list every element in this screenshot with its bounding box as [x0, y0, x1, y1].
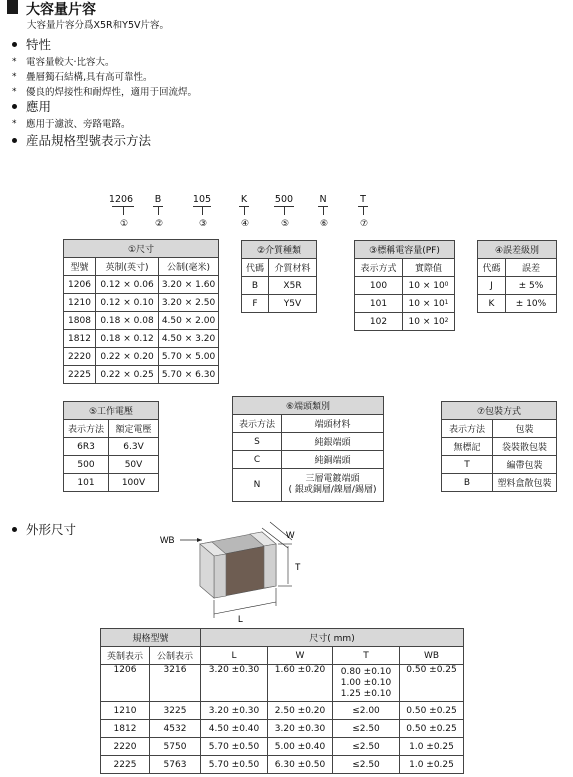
asterisk-icon: * — [12, 72, 17, 82]
table-title: ⑤工作電壓 — [64, 402, 159, 420]
table-header: 端頭材料 — [282, 415, 384, 433]
table-header: T — [333, 647, 400, 665]
table-header: 表示方法 — [442, 420, 493, 438]
table-header: 表示方法 — [233, 415, 282, 433]
table-header: 介質材料 — [269, 259, 317, 277]
table-header: 公制(毫米) — [159, 258, 219, 276]
table-row: 無標記 袋裝散包裝 — [442, 438, 557, 456]
code-tolerance: K — [240, 194, 248, 205]
packaging-table — [441, 401, 557, 492]
table-row: C 純銅端頭 — [233, 451, 384, 469]
table-header: 英制表示 — [101, 647, 150, 665]
asterisk-icon: * — [12, 57, 17, 67]
code-voltage: 500 — [274, 194, 294, 205]
table-title: ①尺寸 — [64, 240, 219, 258]
t-label: T — [295, 562, 301, 572]
asterisk-icon: * — [12, 87, 17, 97]
table-row: B X5R — [242, 277, 317, 295]
code-termination: N — [319, 194, 327, 205]
marker-6: ⑥ — [319, 219, 329, 229]
l-label: L — [238, 614, 244, 624]
table-header: 表示方式 — [355, 259, 403, 277]
table-row: 102 $10 \times 10^2$ — [355, 313, 455, 331]
table-row: 1210 0.12 × 0.10 3.20 × 2.50 — [64, 294, 219, 312]
bullet-icon — [12, 104, 17, 109]
application-item: 應用于濾波、旁路電路。 — [26, 119, 131, 130]
model-heading: 産品規格型號表示方法 — [26, 133, 152, 148]
table-header: 公制表示 — [150, 647, 201, 665]
table-title: ⑦包裝方式 — [442, 402, 557, 420]
code-dielectric: B — [154, 194, 162, 205]
bullet-icon — [12, 138, 17, 143]
table-header: L — [201, 647, 268, 665]
applications-heading: 應用 — [26, 99, 52, 114]
table-row: 1210 3225 3.20 ±0.30 2.50 ±0.20 ≤2.00 0.50 ±0.25 — [101, 702, 464, 720]
table-row: 2220 5750 5.70 ±0.50 5.00 ±0.40 ≤2.50 1.0 ±0.25 — [101, 738, 464, 756]
table-header: 尺寸( mm) — [201, 629, 464, 647]
w-label: W — [286, 530, 295, 540]
termination-table — [232, 396, 384, 502]
subtitle: 大容量片容分爲X5R和Y5V片容。 — [27, 20, 169, 31]
page-title: 大容量片容 — [26, 2, 96, 18]
table-header: 實際值 — [403, 259, 455, 277]
table-header: 誤差 — [506, 259, 557, 277]
table-header: 規格型號 — [101, 629, 201, 647]
feature-item: 疊層獨石結構,具有高可靠性。 — [26, 72, 153, 83]
features-heading: 特性 — [26, 37, 52, 52]
table-row: N 三層電鍍端頭 ( 銀或銅層/鎳層/錫層) — [233, 469, 384, 502]
marker-5: ⑤ — [280, 219, 290, 229]
table-row: 1206 3216 3.20 ±0.30 1.60 ±0.20 0.80 ±0.10 1.00 ±0.10 1.25 ±0.10 0.50 ±0.25 — [101, 665, 464, 702]
code-capacitance: 105 — [192, 194, 212, 205]
table-title: ④誤差級別 — [478, 241, 557, 259]
table-row: 2225 5763 5.70 ±0.50 6.30 ±0.50 ≤2.50 1.0 ±0.25 — [101, 756, 464, 774]
table-row: K ± 10% — [478, 295, 557, 313]
table-row: 1812 0.18 × 0.12 4.50 × 3.20 — [64, 330, 219, 348]
code-size: 1206 — [108, 194, 134, 205]
table-row: S 純銀端頭 — [233, 433, 384, 451]
table-header: 包裝 — [493, 420, 557, 438]
table-row: 500 50V — [64, 456, 159, 474]
code-packaging: T — [360, 194, 366, 205]
table-header: 型號 — [64, 258, 96, 276]
title-marker — [7, 0, 18, 14]
capacitance-table — [354, 240, 455, 331]
table-title: ③標稱電容量(PF) — [355, 241, 455, 259]
table-header: 代碼 — [478, 259, 506, 277]
table-header: 英制(英寸) — [96, 258, 159, 276]
table-row: 1808 0.18 × 0.08 4.50 × 2.00 — [64, 312, 219, 330]
feature-item: 電容量較大·比容大。 — [26, 57, 115, 68]
marker-4: ④ — [240, 219, 250, 229]
bullet-icon — [12, 42, 17, 47]
table-row: 2225 0.22 × 0.25 5.70 × 6.30 — [64, 366, 219, 384]
marker-7: ⑦ — [359, 219, 369, 229]
table-row: T 編帶包裝 — [442, 456, 557, 474]
marker-2: ② — [154, 219, 164, 229]
table-row: 101 100V — [64, 474, 159, 492]
dimensions-table — [100, 628, 464, 774]
dielectric-table — [241, 240, 317, 313]
table-row: 1206 0.12 × 0.06 3.20 × 1.60 — [64, 276, 219, 294]
asterisk-icon: * — [12, 119, 17, 129]
table-row: F Y5V — [242, 295, 317, 313]
capacitor-diagram — [150, 518, 320, 628]
table-header: W — [268, 647, 333, 665]
size-table — [63, 239, 219, 384]
table-header: WB — [400, 647, 464, 665]
tolerance-table — [477, 240, 557, 313]
bullet-icon — [12, 527, 17, 532]
table-row: J ± 5% — [478, 277, 557, 295]
voltage-table — [63, 401, 159, 492]
table-row: B 塑料盒散包裝 — [442, 474, 557, 492]
table-row: 100 $10 \times 10^0$ — [355, 277, 455, 295]
wb-label: WB — [160, 535, 175, 545]
table-title: ⑥端頭類別 — [233, 397, 384, 415]
table-row: 6R3 6.3V — [64, 438, 159, 456]
table-header: 表示方法 — [64, 420, 109, 438]
feature-item: 優良的焊接性和耐焊性，適用于回流焊。 — [26, 87, 198, 98]
table-title: ②介質種類 — [242, 241, 317, 259]
table-row: 1812 4532 4.50 ±0.40 3.20 ±0.30 ≤2.50 0.50 ±0.25 — [101, 720, 464, 738]
marker-3: ③ — [198, 219, 208, 229]
dimensions-heading: 外形尺寸 — [26, 522, 77, 537]
table-header: 額定電壓 — [109, 420, 159, 438]
table-header: 代碼 — [242, 259, 269, 277]
table-row: 2220 0.22 × 0.20 5.70 × 5.00 — [64, 348, 219, 366]
marker-1: ① — [119, 219, 129, 229]
table-row: 101 $10 \times 10^1$ — [355, 295, 455, 313]
